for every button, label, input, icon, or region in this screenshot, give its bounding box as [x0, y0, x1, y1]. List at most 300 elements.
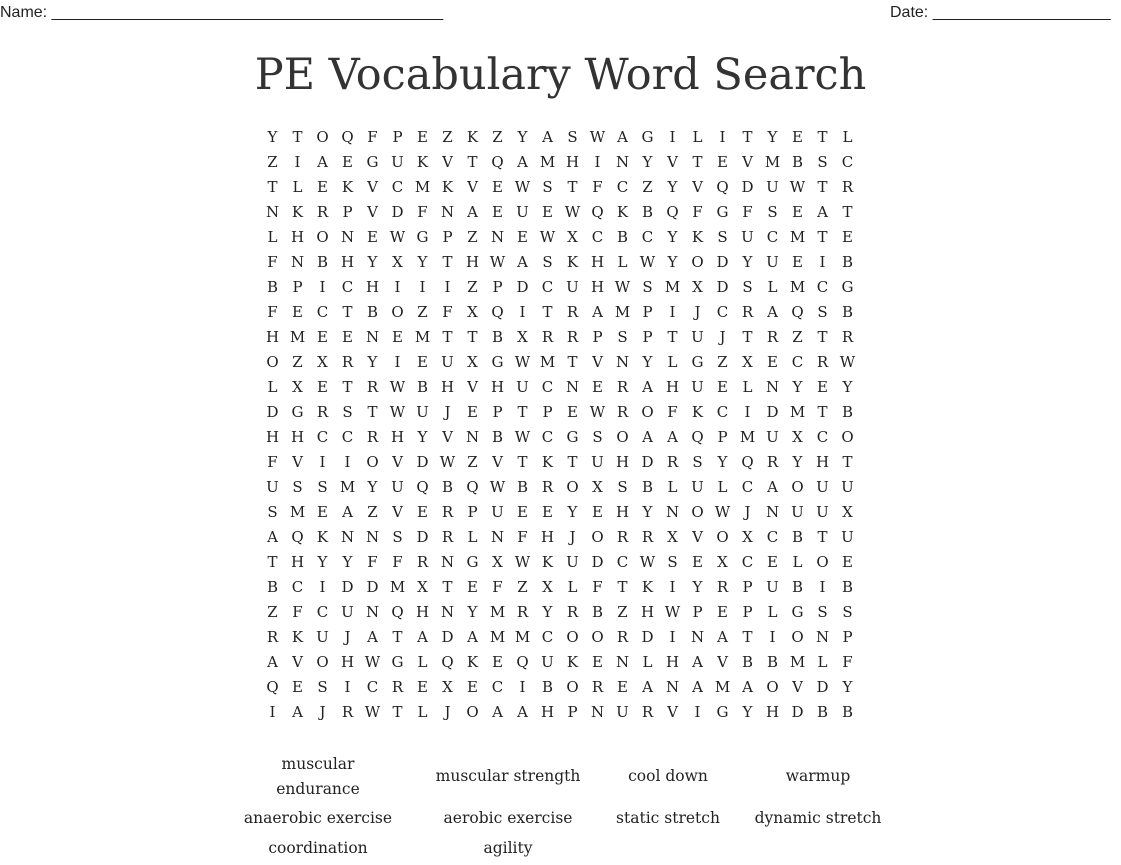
- grid-cell: B: [266, 278, 279, 296]
- grid-cell: M: [789, 403, 806, 421]
- grid-cell: I: [344, 678, 351, 696]
- grid-cell: Z: [467, 228, 478, 246]
- grid-cell: N: [440, 553, 455, 571]
- grid-cell: N: [565, 378, 580, 396]
- grid-cell: S: [592, 428, 603, 446]
- grid-row: [260, 325, 860, 350]
- grid-cell: H: [665, 653, 680, 671]
- grid-cell: X: [517, 328, 528, 346]
- grid-cell: E: [542, 503, 553, 521]
- grid-cell: U: [441, 353, 454, 371]
- grid-cell: B: [791, 153, 804, 171]
- grid-cell: L: [642, 653, 653, 671]
- grid-cell: T: [567, 178, 578, 196]
- grid-cell: O: [841, 428, 854, 446]
- grid-cell: I: [819, 578, 826, 596]
- grid-cell: Z: [367, 503, 378, 521]
- grid-cell: O: [691, 253, 704, 271]
- grid-cell: M: [789, 653, 806, 671]
- grid-cell: E: [592, 653, 603, 671]
- grid-cell: S: [317, 478, 328, 496]
- grid-cell: F: [392, 553, 403, 571]
- grid-cell: X: [317, 353, 328, 371]
- grid-cell: Z: [267, 603, 278, 621]
- grid-cell: H: [765, 703, 780, 721]
- grid-row: [260, 400, 860, 425]
- grid-cell: W: [514, 428, 531, 446]
- grid-cell: D: [516, 278, 529, 296]
- grid-cell: X: [442, 678, 453, 696]
- grid-row: [260, 475, 860, 500]
- grid-cell: Q: [741, 453, 754, 471]
- grid-cell: E: [467, 403, 478, 421]
- grid-cell: S: [817, 603, 828, 621]
- grid-row: [260, 300, 860, 325]
- grid-cell: Z: [717, 353, 728, 371]
- grid-cell: D: [416, 453, 429, 471]
- grid-cell: G: [416, 228, 429, 246]
- grid-cell: X: [492, 553, 503, 571]
- grid-cell: H: [665, 378, 680, 396]
- grid-cell: R: [341, 353, 354, 371]
- grid-cell: Y: [842, 678, 853, 696]
- grid-cell: B: [366, 303, 379, 321]
- grid-cell: P: [492, 278, 503, 296]
- grid-cell: N: [465, 428, 480, 446]
- grid-cell: I: [594, 153, 601, 171]
- word-line: muscular: [281, 755, 355, 773]
- grid-cell: W: [614, 278, 631, 296]
- grid-cell: E: [592, 378, 603, 396]
- grid-cell: E: [792, 128, 803, 146]
- grid-cell: K: [616, 203, 629, 221]
- grid-cell: B: [491, 328, 504, 346]
- grid-cell: E: [717, 153, 728, 171]
- grid-cell: N: [490, 528, 505, 546]
- grid-cell: W: [514, 553, 531, 571]
- grid-cell: A: [267, 528, 278, 546]
- grid-cell: T: [442, 253, 453, 271]
- grid-cell: K: [541, 553, 554, 571]
- grid-cell: M: [514, 628, 531, 646]
- grid-cell: V: [292, 653, 303, 671]
- grid-cell: F: [692, 203, 703, 221]
- grid-cell: B: [266, 578, 279, 596]
- grid-cell: B: [616, 228, 629, 246]
- grid-cell: T: [817, 403, 828, 421]
- grid-cell: V: [392, 453, 403, 471]
- grid-cell: H: [540, 703, 555, 721]
- grid-cell: N: [340, 528, 355, 546]
- grid-cell: T: [267, 553, 278, 571]
- grid-cell: W: [364, 653, 381, 671]
- grid-cell: S: [642, 278, 653, 296]
- grid-cell: E: [817, 378, 828, 396]
- grid-cell: X: [592, 478, 603, 496]
- grid-cell: R: [391, 678, 404, 696]
- grid-cell: P: [742, 603, 753, 621]
- grid-cell: J: [344, 628, 351, 646]
- grid-cell: T: [567, 453, 578, 471]
- grid-cell: Y: [742, 253, 753, 271]
- grid-cell: B: [516, 478, 529, 496]
- grid-cell: L: [567, 578, 578, 596]
- grid-cell: D: [266, 403, 279, 421]
- grid-cell: U: [491, 503, 504, 521]
- grid-cell: L: [617, 253, 628, 271]
- grid-cell: E: [842, 553, 853, 571]
- grid-cell: Q: [466, 478, 479, 496]
- word-line: endurance: [276, 780, 360, 798]
- grid-cell: E: [292, 303, 303, 321]
- grid-cell: O: [316, 128, 329, 146]
- grid-cell: R: [516, 603, 529, 621]
- grid-cell: W: [564, 203, 581, 221]
- grid-cell: E: [317, 378, 328, 396]
- grid-cell: C: [291, 578, 304, 596]
- grid-cell: O: [816, 553, 829, 571]
- grid-cell: C: [541, 278, 554, 296]
- grid-row: [260, 675, 860, 700]
- grid-cell: C: [366, 678, 379, 696]
- grid-cell: T: [467, 328, 478, 346]
- grid-cell: S: [542, 178, 553, 196]
- grid-cell: M: [714, 678, 731, 696]
- grid-cell: Y: [517, 128, 528, 146]
- grid-cell: X: [417, 578, 428, 596]
- grid-row: [260, 175, 860, 200]
- grid-cell: O: [566, 478, 579, 496]
- grid-cell: N: [365, 603, 380, 621]
- grid-cell: X: [567, 228, 578, 246]
- grid-cell: I: [319, 278, 326, 296]
- grid-cell: M: [614, 303, 631, 321]
- grid-row: [260, 600, 860, 625]
- grid-cell: G: [716, 703, 729, 721]
- grid-cell: G: [791, 603, 804, 621]
- grid-cell: C: [816, 428, 829, 446]
- grid-cell: T: [542, 303, 553, 321]
- grid-cell: I: [519, 678, 526, 696]
- grid-cell: W: [664, 603, 681, 621]
- grid-cell: E: [717, 378, 728, 396]
- word-anaerobic-exercise: anaerobic exercise: [243, 809, 393, 827]
- grid-cell: C: [316, 303, 329, 321]
- grid-cell: U: [766, 578, 779, 596]
- word-dynamic-stretch: dynamic stretch: [754, 809, 882, 827]
- grid-cell: U: [766, 428, 779, 446]
- grid-cell: J: [719, 328, 726, 346]
- grid-cell: F: [267, 453, 278, 471]
- grid-cell: O: [566, 628, 579, 646]
- grid-cell: I: [444, 278, 451, 296]
- grid-cell: G: [566, 428, 579, 446]
- grid-cell: F: [292, 603, 303, 621]
- grid-cell: G: [491, 353, 504, 371]
- grid-cell: C: [766, 528, 779, 546]
- grid-cell: B: [791, 578, 804, 596]
- grid-cell: L: [817, 653, 828, 671]
- grid-cell: J: [319, 703, 326, 721]
- grid-cell: U: [691, 478, 704, 496]
- grid-cell: U: [691, 378, 704, 396]
- grid-cell: C: [841, 153, 854, 171]
- grid-cell: O: [616, 428, 629, 446]
- grid-cell: G: [391, 653, 404, 671]
- grid-cell: H: [540, 528, 555, 546]
- grid-cell: H: [265, 428, 280, 446]
- grid-cell: P: [692, 603, 703, 621]
- grid-cell: R: [366, 378, 379, 396]
- grid-cell: R: [541, 478, 554, 496]
- grid-cell: D: [816, 678, 829, 696]
- grid-cell: K: [316, 528, 329, 546]
- grid-cell: U: [516, 378, 529, 396]
- grid-cell: R: [641, 703, 654, 721]
- grid-cell: E: [592, 503, 603, 521]
- grid-cell: D: [716, 278, 729, 296]
- grid-cell: V: [467, 178, 478, 196]
- grid-cell: L: [767, 278, 778, 296]
- grid-cell: J: [694, 303, 701, 321]
- grid-cell: M: [789, 228, 806, 246]
- grid-cell: C: [391, 178, 404, 196]
- grid-cell: Y: [267, 128, 278, 146]
- grid-cell: Q: [291, 528, 304, 546]
- grid-cell: X: [467, 303, 478, 321]
- grid-cell: G: [641, 128, 654, 146]
- grid-cell: Z: [467, 278, 478, 296]
- grid-cell: N: [765, 503, 780, 521]
- grid-cell: F: [442, 303, 453, 321]
- grid-cell: C: [766, 228, 779, 246]
- grid-cell: R: [316, 203, 329, 221]
- grid-cell: Q: [391, 603, 404, 621]
- grid-cell: K: [691, 228, 704, 246]
- grid-cell: B: [591, 603, 604, 621]
- grid-cell: A: [817, 203, 828, 221]
- grid-cell: U: [616, 703, 629, 721]
- grid-cell: T: [517, 403, 528, 421]
- grid-cell: U: [541, 653, 554, 671]
- grid-cell: B: [841, 403, 854, 421]
- grid-cell: F: [592, 578, 603, 596]
- grid-cell: P: [742, 578, 753, 596]
- grid-cell: S: [842, 603, 853, 621]
- grid-cell: N: [365, 528, 380, 546]
- date-field[interactable]: Date: ____________________: [890, 4, 1111, 21]
- grid-cell: F: [267, 303, 278, 321]
- grid-cell: U: [791, 503, 804, 521]
- grid-cell: O: [591, 528, 604, 546]
- grid-cell: H: [390, 428, 405, 446]
- grid-cell: A: [542, 128, 553, 146]
- grid-cell: E: [542, 203, 553, 221]
- grid-cell: O: [791, 478, 804, 496]
- grid-cell: S: [817, 303, 828, 321]
- grid-cell: D: [641, 453, 654, 471]
- grid-cell: W: [714, 503, 731, 521]
- grid-cell: W: [514, 178, 531, 196]
- grid-cell: Q: [791, 303, 804, 321]
- grid-cell: D: [416, 528, 429, 546]
- grid-cell: Z: [642, 178, 653, 196]
- grid-cell: R: [541, 328, 554, 346]
- grid-row: [260, 650, 860, 675]
- grid-cell: A: [767, 303, 778, 321]
- grid-cell: R: [316, 403, 329, 421]
- grid-cell: Q: [716, 178, 729, 196]
- grid-cell: U: [691, 328, 704, 346]
- grid-cell: A: [642, 678, 653, 696]
- grid-cell: Z: [467, 453, 478, 471]
- grid-cell: P: [442, 228, 453, 246]
- grid-cell: Z: [292, 353, 303, 371]
- grid-cell: W: [364, 703, 381, 721]
- grid-cell: Z: [442, 128, 453, 146]
- grid-cell: U: [416, 403, 429, 421]
- grid-cell: X: [692, 278, 703, 296]
- grid-cell: B: [841, 578, 854, 596]
- grid-cell: A: [517, 153, 528, 171]
- grid-cell: U: [591, 453, 604, 471]
- grid-cell: N: [440, 203, 455, 221]
- grid-cell: E: [392, 328, 403, 346]
- grid-cell: E: [417, 128, 428, 146]
- grid-cell: Q: [491, 153, 504, 171]
- grid-cell: Y: [417, 253, 428, 271]
- grid-cell: L: [417, 653, 428, 671]
- grid-cell: N: [765, 378, 780, 396]
- grid-cell: S: [717, 228, 728, 246]
- word-aerobic-exercise: aerobic exercise: [443, 809, 573, 827]
- grid-cell: I: [319, 453, 326, 471]
- grid-cell: P: [492, 403, 503, 421]
- name-field[interactable]: Name: ____________________________________________: [0, 4, 444, 21]
- grid-cell: Z: [417, 303, 428, 321]
- grid-cell: D: [641, 628, 654, 646]
- grid-cell: H: [290, 553, 305, 571]
- grid-cell: O: [716, 528, 729, 546]
- grid-cell: T: [567, 353, 578, 371]
- grid-cell: Y: [342, 553, 353, 571]
- grid-cell: S: [317, 678, 328, 696]
- grid-cell: U: [766, 253, 779, 271]
- grid-cell: C: [491, 678, 504, 696]
- grid-cell: B: [791, 528, 804, 546]
- grid-cell: N: [340, 228, 355, 246]
- grid-cell: X: [742, 528, 753, 546]
- grid-cell: U: [841, 478, 854, 496]
- grid-cell: D: [441, 628, 454, 646]
- grid-cell: T: [817, 228, 828, 246]
- grid-cell: L: [667, 478, 678, 496]
- grid-cell: A: [642, 428, 653, 446]
- grid-cell: E: [492, 178, 503, 196]
- grid-cell: Q: [491, 303, 504, 321]
- grid-cell: U: [391, 478, 404, 496]
- grid-cell: W: [589, 128, 606, 146]
- grid-cell: Y: [567, 503, 578, 521]
- grid-cell: Z: [517, 578, 528, 596]
- grid-cell: D: [741, 178, 754, 196]
- grid-cell: R: [341, 703, 354, 721]
- grid-cell: A: [517, 703, 528, 721]
- grid-cell: N: [665, 503, 680, 521]
- grid-cell: U: [816, 478, 829, 496]
- grid-cell: H: [615, 503, 630, 521]
- grid-cell: U: [816, 503, 829, 521]
- grid-cell: C: [541, 378, 554, 396]
- grid-cell: Y: [742, 703, 753, 721]
- grid-cell: Y: [542, 603, 553, 621]
- grid-cell: A: [342, 503, 353, 521]
- grid-cell: Y: [367, 353, 378, 371]
- grid-cell: M: [664, 278, 681, 296]
- grid-cell: R: [641, 528, 654, 546]
- grid-cell: N: [615, 353, 630, 371]
- grid-cell: G: [291, 403, 304, 421]
- grid-cell: B: [491, 428, 504, 446]
- grid-cell: C: [591, 228, 604, 246]
- grid-cell: L: [467, 528, 478, 546]
- grid-cell: K: [641, 578, 654, 596]
- grid-cell: F: [842, 653, 853, 671]
- grid-cell: H: [340, 653, 355, 671]
- grid-cell: E: [467, 578, 478, 596]
- grid-cell: R: [566, 328, 579, 346]
- grid-cell: E: [492, 203, 503, 221]
- grid-cell: Y: [667, 228, 678, 246]
- grid-cell: B: [641, 478, 654, 496]
- grid-cell: X: [467, 353, 478, 371]
- grid-cell: P: [392, 128, 403, 146]
- grid-cell: V: [592, 353, 603, 371]
- grid-cell: E: [767, 353, 778, 371]
- grid-cell: S: [267, 503, 278, 521]
- grid-row: [260, 225, 860, 250]
- grid-cell: P: [467, 503, 478, 521]
- grid-cell: B: [741, 653, 754, 671]
- grid-cell: N: [440, 603, 455, 621]
- grid-cell: M: [339, 478, 356, 496]
- grid-cell: Q: [666, 203, 679, 221]
- grid-cell: R: [841, 328, 854, 346]
- grid-cell: T: [267, 178, 278, 196]
- grid-cell: S: [692, 453, 703, 471]
- grid-cell: T: [617, 578, 628, 596]
- grid-cell: D: [366, 578, 379, 596]
- grid-cell: C: [616, 178, 629, 196]
- grid-cell: X: [792, 428, 803, 446]
- grid-cell: W: [639, 553, 656, 571]
- word-cool-down: cool down: [628, 767, 708, 785]
- grid-cell: D: [716, 253, 729, 271]
- grid-cell: B: [766, 653, 779, 671]
- grid-cell: N: [615, 653, 630, 671]
- word-agility: agility: [483, 839, 533, 857]
- grid-cell: A: [692, 653, 703, 671]
- grid-cell: S: [342, 403, 353, 421]
- grid-cell: E: [717, 603, 728, 621]
- grid-cell: Y: [367, 253, 378, 271]
- grid-cell: M: [414, 178, 431, 196]
- grid-cell: W: [789, 178, 806, 196]
- grid-cell: B: [316, 253, 329, 271]
- grid-cell: B: [841, 253, 854, 271]
- grid-cell: A: [642, 378, 653, 396]
- grid-cell: P: [292, 278, 303, 296]
